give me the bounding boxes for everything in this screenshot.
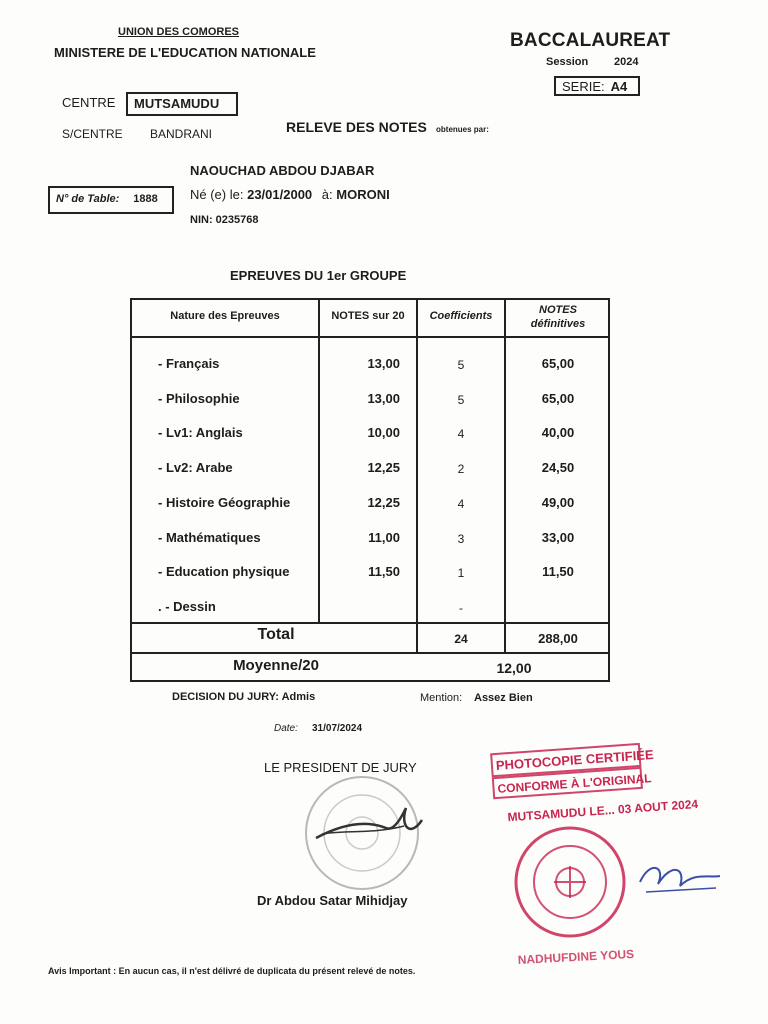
subject-points: 65,00: [541, 391, 575, 406]
birth-place-label: à:: [321, 187, 333, 202]
moyenne-divider: [132, 652, 608, 654]
session-label: Session: [546, 56, 589, 68]
subject-points: 33,00: [541, 530, 575, 545]
official-seal-image: [282, 768, 442, 898]
subject-name: - Philosophie: [158, 391, 240, 406]
session-value: 2024: [614, 56, 639, 68]
signer-name: Dr Abdou Satar Mihidjay: [257, 893, 408, 908]
header-notes: NOTES sur 20: [331, 310, 405, 322]
subject-note: 10,00: [367, 425, 400, 440]
subject-note: 11,50: [368, 564, 400, 579]
sous-centre-value: BANDRANI: [150, 127, 213, 141]
certif-signer: NADHUFDINE YOUS: [517, 946, 635, 967]
birth-date: 23/01/2000: [247, 187, 313, 202]
releve-title: RELEVE DES NOTES: [286, 119, 427, 135]
header-matiere: Nature des Epreuves: [170, 310, 280, 322]
table-number-box: [48, 186, 174, 214]
birth-place: MORONI: [336, 187, 390, 202]
candidate-name: NAOUCHAD ABDOU DJABAR: [190, 163, 375, 178]
subject-note: 13,00: [367, 391, 400, 406]
total-divider: [132, 622, 608, 624]
subject-note: 12,25: [367, 495, 400, 510]
sous-centre-label: S/CENTRE: [62, 127, 123, 141]
subject-name: - Histoire Géographie: [158, 495, 291, 510]
birth-label: Né (e) le:: [190, 187, 244, 202]
subject-name: - Mathématiques: [158, 530, 261, 545]
subject-coef: 4: [457, 427, 465, 441]
subject-coef: 4: [457, 497, 465, 511]
subject-coef: 2: [457, 462, 465, 476]
moyenne-value: 12,00: [496, 660, 532, 676]
serie-value: A4: [610, 79, 628, 94]
subject-note: 11,00: [368, 530, 400, 545]
subject-points: 65,00: [541, 356, 575, 371]
header-def-line1: NOTES: [539, 304, 577, 316]
header-coef: Coefficients: [429, 310, 493, 322]
total-coef: 24: [454, 632, 468, 646]
subject-name: - Français: [158, 356, 220, 371]
ministere-title: MINISTERE DE L'EDUCATION NATIONALE: [54, 45, 316, 60]
total-label: Total: [257, 626, 295, 643]
obtenues-label: obtenues par:: [436, 125, 489, 134]
table-number-value: 1888: [133, 193, 158, 205]
serie-label: SERIE:: [562, 79, 605, 94]
col-divider: [504, 300, 506, 654]
grades-table: [130, 298, 610, 682]
subject-coef: 3: [457, 532, 465, 546]
moyenne-label: Moyenne/20: [233, 657, 319, 674]
groupe-title: EPREUVES DU 1er GROUPE: [230, 268, 407, 283]
subject-coef: 5: [457, 393, 465, 407]
subject-points: 11,50: [542, 564, 574, 579]
subject-points: 24,50: [541, 460, 575, 475]
subject-name: - Lv1: Anglais: [158, 425, 243, 440]
centre-value: MUTSAMUDU: [126, 92, 238, 116]
subject-name: - Education physique: [158, 564, 290, 579]
serie-box: [554, 76, 640, 96]
president-title: LE PRESIDENT DE JURY: [264, 760, 417, 775]
subject-note: 12,25: [367, 460, 400, 475]
date-value: 31/07/2024: [312, 723, 363, 734]
mention-label: Mention:: [420, 692, 463, 704]
decision-jury: DECISION DU JURY: Admis: [172, 691, 316, 703]
subject-coef: 5: [457, 358, 465, 372]
date-label: Date:: [274, 723, 298, 734]
certified-copy-stamp: [490, 742, 730, 972]
certif-line3: MUTSAMUDU LE... 03 AOUT 2024: [507, 796, 699, 825]
nin-number: NIN: 0235768: [190, 214, 259, 226]
subject-note: 13,00: [367, 356, 400, 371]
subject-name: - Lv2: Arabe: [158, 460, 233, 475]
certif-line1: PHOTOCOPIE CERTIFIÉE: [495, 746, 655, 773]
total-points: 288,00: [538, 631, 578, 646]
header-def-line2: définitives: [530, 318, 586, 330]
subject-name: . - Dessin: [158, 599, 216, 614]
centre-label: CENTRE: [62, 95, 116, 110]
mention-value: Assez Bien: [474, 692, 533, 704]
table-number-label: N° de Table:: [56, 193, 120, 205]
subject-coef: -: [459, 601, 463, 615]
union-title: UNION DES COMORES: [118, 26, 240, 38]
important-notice: Avis Important : En aucun cas, il n'est délivré de duplicata du présent relevé de notes.: [48, 966, 416, 976]
certif-line2: CONFORME À L'ORIGINAL: [497, 771, 652, 796]
subject-points: 40,00: [541, 425, 575, 440]
birth-info: [190, 187, 390, 202]
subject-coef: 1: [457, 566, 465, 580]
subject-points: 49,00: [541, 495, 575, 510]
header-divider: [132, 336, 608, 338]
exam-title: BACCALAUREAT: [510, 30, 671, 51]
